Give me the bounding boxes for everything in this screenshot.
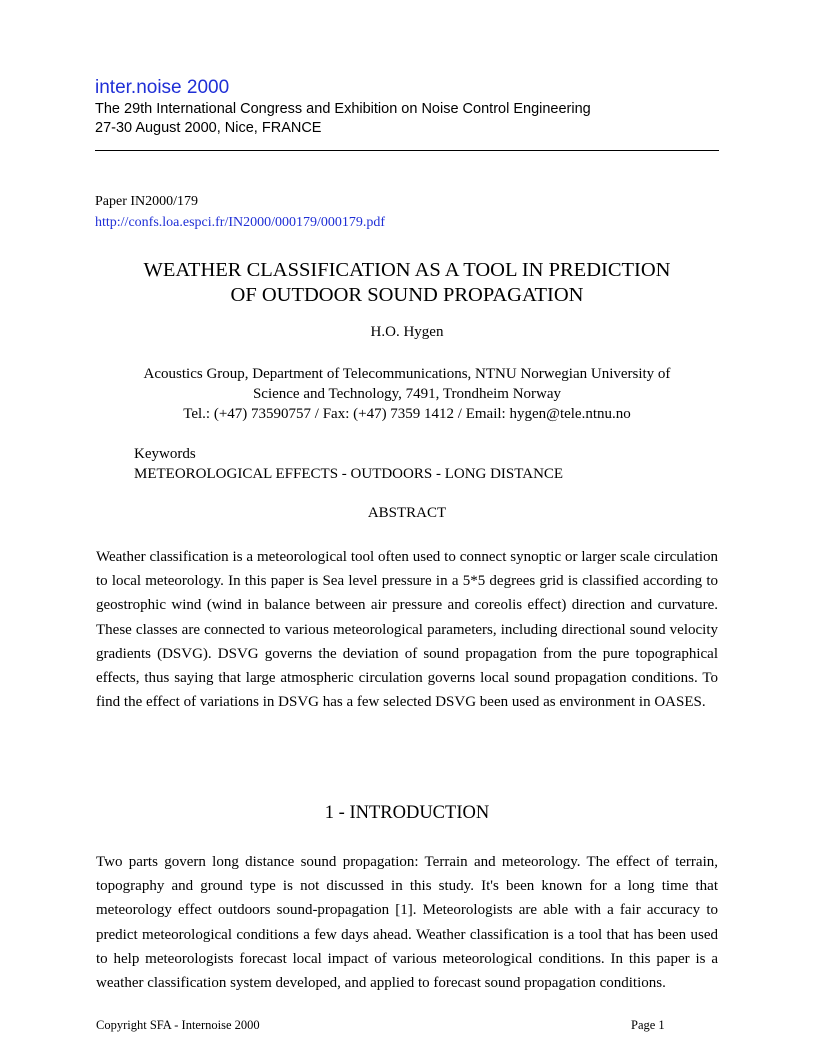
affiliation-line: Tel.: (+47) 73590757 / Fax: (+47) 7359 1412 / Email: hygen@tele.ntnu.no [183,406,631,422]
keywords-list: METEOROLOGICAL EFFECTS - OUTDOORS - LONG DISTANCE [134,466,564,482]
footer-copyright: Copyright SFA - Internoise 2000 [96,1018,260,1032]
conference-date-place: 27-30 August 2000, Nice, FRANCE [95,120,322,136]
keywords-block [134,444,563,484]
abstract-heading: ABSTRACT [367,505,447,521]
conference-full-title: The 29th International Congress and Exhibition on Noise Control Engineering [95,101,591,117]
conference-name: inter.noise 2000 [95,77,230,98]
paper-identifier [95,191,385,233]
introduction-paragraph: Two parts govern long distance sound propagation: Terrain and meteorology. The effect of terrain, topography and ground type is not discussed in this study. It's been known for a long time that meteorology effect outdoors sound-propagation [1]. Meteorologists are able with a fair accuracy to predict meteorological conditions a few days ahead. Weather classification is a tool that has been used to help meteorologists forecast local impact of various meteorological conditions. In this paper is a weather classification system developed, and applied to forecast sound propagation conditions. [96,854,718,992]
author-affiliation [95,364,719,424]
author-name: H.O. Hygen [370,324,444,340]
introduction-heading: 1 - INTRODUCTION [324,803,490,823]
paper-id: Paper IN2000/179 [95,194,199,209]
paper-title-line: OF OUTDOOR SOUND PROPAGATION [230,284,584,306]
paper-url-link[interactable]: http://confs.loa.espci.fr/IN2000/000179/000179.pdf [95,215,386,230]
affiliation-line: Acoustics Group, Department of Telecommunications, NTNU Norwegian University of [143,366,671,382]
paper-title-line: WEATHER CLASSIFICATION AS A TOOL IN PREDICTION [143,259,671,281]
affiliation-line: Science and Technology, 7491, Trondheim Norway [252,386,562,402]
footer-page-number: Page 1 [631,1018,665,1032]
abstract-paragraph: Weather classification is a meteorological tool often used to connect synoptic or larger scale circulation to local meteorology. In this paper is Sea level pressure in a 5*5 degrees grid is classified according to geostrophic wind (wind in balance between air pressure and coreolis effect) direction and curvature. These classes are connected to various meteorological parameters, including directional sound velocity gradients (DSVG). DSVG governs the deviation of sound propagation from the pure topographical effects, thus saying that large atmospheric circulation governs local sound propagation conditions. To find the effect of variations in DSVG has a few selected DSVG been used as environment in OASES. [96,549,718,711]
conference-header [95,76,719,138]
paper-title [95,258,719,308]
keywords-label: Keywords [134,446,196,462]
header-divider [95,150,719,151]
